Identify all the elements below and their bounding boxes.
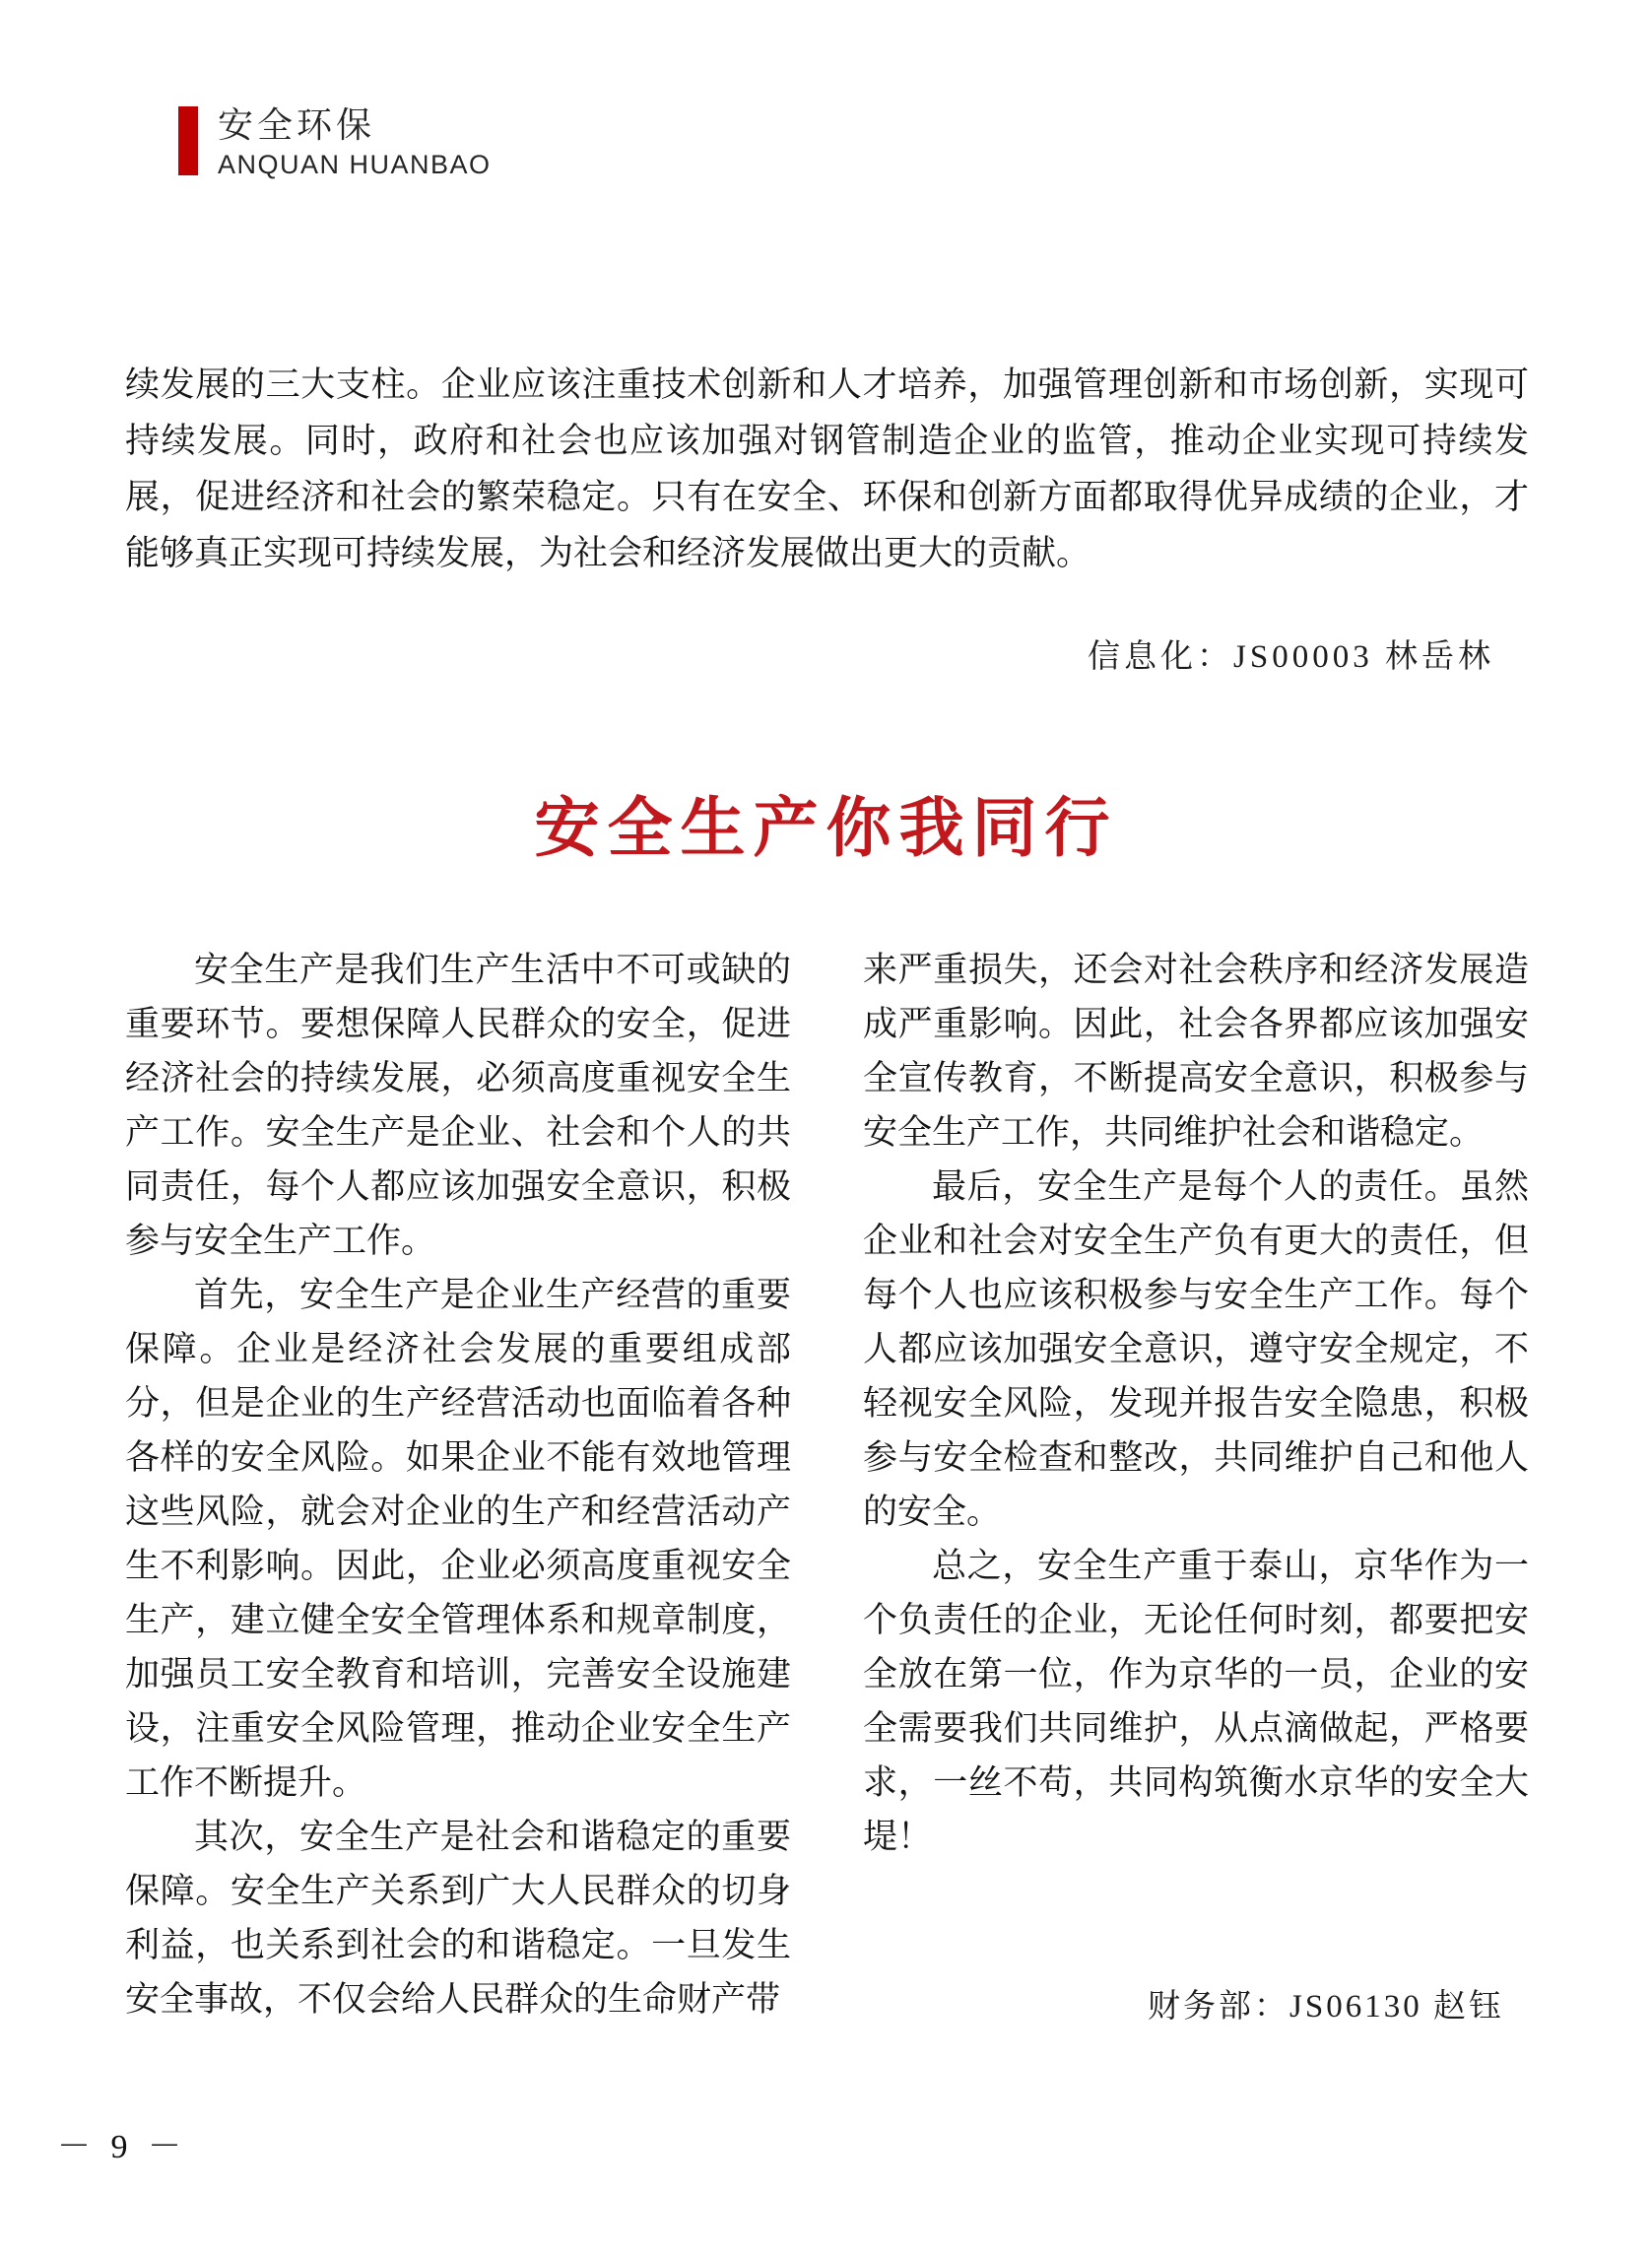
article-paragraph: 总之，安全生产重于泰山，京华作为一个负责任的企业，无论任何时刻，都要把安全放在第一位，作为京华的一员，企业的安全需要我们共同维护，从点滴做起，严格要求，一丝不苟，共同构筑衡水京华的安全大堤！ [863,1547,1529,1856]
section-header [178,106,492,179]
brand-title-en: ANQUAN HUANBAO [218,150,492,179]
article-paragraph: 来严重损失，还会对社会秩序和经济发展造成严重影响。因此，社会各界都应该加强安全宣传教育，不断提高安全意识，积极参与安全生产工作，共同维护社会和谐稳定。 [863,951,1529,1152]
brand-title-cn: 安全环保 [218,105,376,145]
red-accent-bar [178,106,198,175]
article-paragraph: 安全生产是我们生产生活中不可或缺的重要环节。要想保障人民群众的安全，促进经济社会的持续发展，必须高度重视安全生产工作。安全生产是企业、社会和个人的共同责任，每个人都应该加强安全意识，积极参与安全生产工作。 [125,951,791,1260]
brand-text [218,106,492,179]
article-paragraph: 其次，安全生产是社会和谐稳定的重要保障。安全生产关系到广大人民群众的切身利益，也关系到社会的和谐稳定。一旦发生安全事故，不仅会给人民群众的生命财产带 [125,1818,791,2019]
article-paragraph: 最后，安全生产是每个人的责任。虽然企业和社会对安全生产负有更大的责任，但每个人也应该积极参与安全生产工作。每个人都应该加强安全意识，遵守安全规定，不轻视安全风险，发现并报告安全隐患，积极参与安全检查和整改，共同维护自己和他人的安全。 [863,1167,1529,1531]
article-right-column [863,943,1529,2026]
article-title: 安全生产你我同行 [534,791,1118,864]
intro-paragraph: 续发展的三大支柱。企业应该注重技术创新和人才培养，加强管理创新和市场创新，实现可持续发展。同时，政府和社会也应该加强对钢管制造企业的监管，推动企业实现可持续发展，促进经济和社会的繁荣稳定。只有在安全、环保和创新方面都取得优异成绩的企业，才能够真正实现可持续发展，为社会和经济发展做出更大的贡献。 [125,365,1529,572]
byline-current-article: 财务部：JS06130 赵钰 [1148,1989,1504,2025]
article-left-column [125,943,791,2026]
byline-previous-article: 信息化：JS00003 林岳林 [1088,639,1494,675]
article-paragraph: 首先，安全生产是企业生产经营的重要保障。企业是经济社会发展的重要组成部分，但是企业的生产经营活动也面临着各种各样的安全风险。如果企业不能有效地管理这些风险，就会对企业的生产和经营活动产生不利影响。因此，企业必须高度重视安全生产，建立健全安全管理体系和规章制度，加强员工安全教育和培训，完善安全设施建设，注重安全风险管理，推动企业安全生产工作不断提升。 [125,1276,791,1802]
page-number: － 9 － [57,2129,187,2165]
article-body [125,943,1529,2026]
